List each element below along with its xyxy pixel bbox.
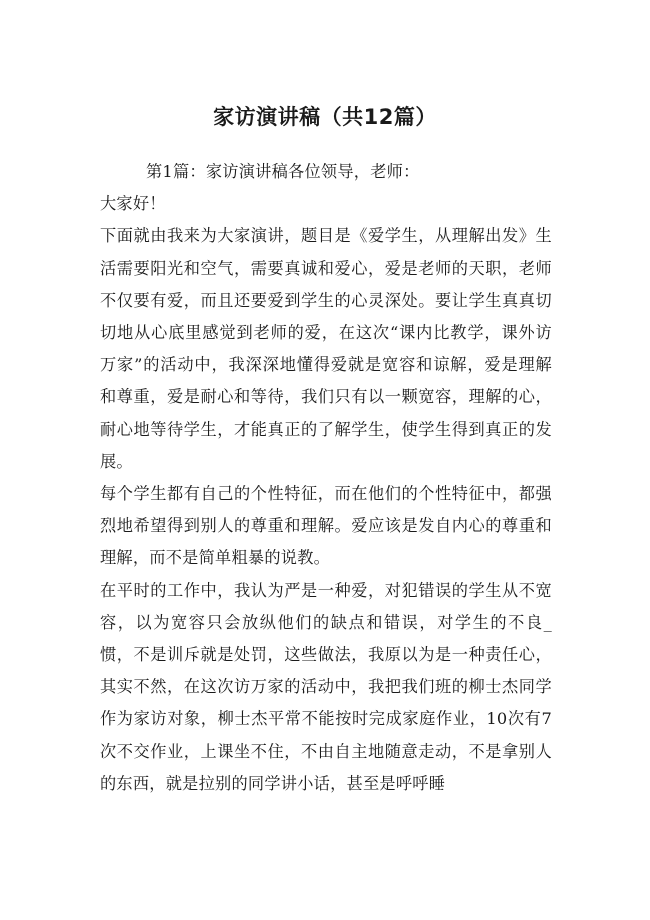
- paragraph-individuality: 每个学生都有自己的个性特征，而在他们的个性特征中，都强烈地希望得到别人的尊重和理解。爱应该是发自内心的尊重和理解，而不是简单粗暴的说教。: [100, 484, 552, 568]
- paragraph-topic: 下面就由我来为大家演讲，题目是《爱学生，从理解出发》生活需要阳光和空气，需要真诚和爱心，爱是老师的天职，老师不仅要有爱，而且还要爱到学生的心灵深处。要让学生真真切切地从心底里感觉到老师的爱，在这次“课内比教学，课外访万家”的活动中，我深深地懂得爱就是宽容和谅解，爱是理解和尊重，爱是耐心和等待，我们只有以一颗宽容，理解的心，耐心地等待学生，才能真正的了解学生，使学生得到真正的发展。: [100, 226, 552, 471]
- document-title: 家访演讲稿（共12篇）: [213, 105, 437, 129]
- paragraph-greeting: 大家好！: [100, 194, 166, 214]
- paragraph-home-visit: 在平时的工作中，我认为严是一种爱，对犯错误的学生从不宽容，以为宽容只会放纵他们的缺点和错误，对学生的不良_惯，不是训斥就是处罚，这些做法，我原以为是一种责任心，其实不然，在这次访万家的活动中，我把我们班的柳士杰同学作为家访对象，柳士杰平常不能按时完成家庭作业，10次有7次不交作业，上课坐不住，不由自主地随意走动，不是拿别人的东西，就是拉别的同学讲小话，甚至是呼呼睡: [100, 580, 552, 793]
- document-body: [100, 156, 552, 800]
- paragraph-intro: 第1篇：家访演讲稿各位领导，老师：: [146, 162, 420, 181]
